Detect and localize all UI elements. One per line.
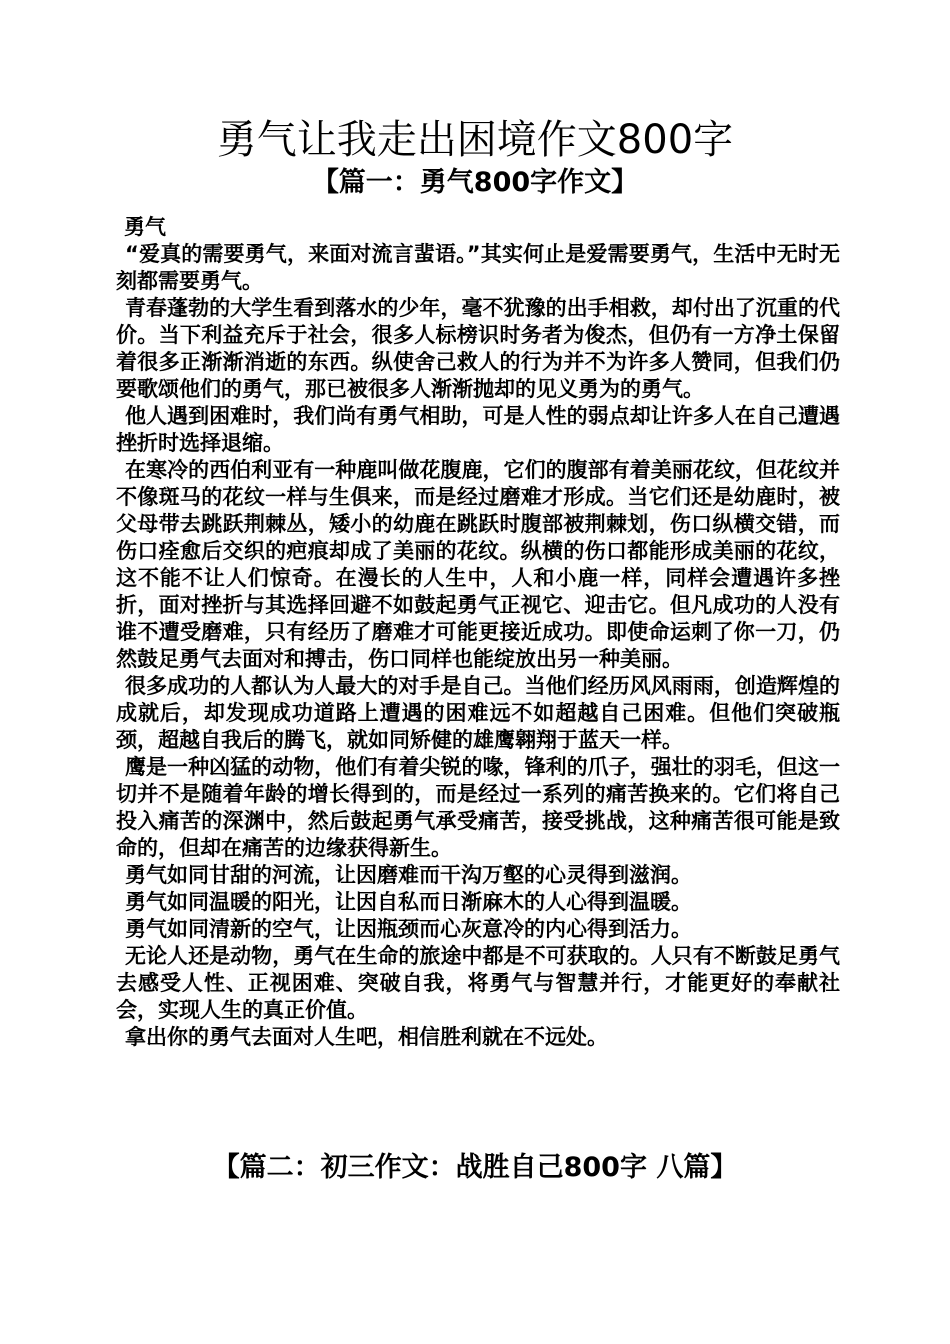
section-heading-1: 【篇一：勇气800字作文】 <box>311 167 639 198</box>
paragraph: “爱真的需要勇气，来面对流言蜚语。”其实何止是爱需要勇气，生活中无时无刻都需要勇气。 <box>116 242 840 293</box>
document-title: 勇气让我走出困境作文800字 <box>216 117 734 163</box>
paragraph: 勇气如同甘甜的河流，让因磨难而干沟万壑的心灵得到滋润。 <box>125 863 692 887</box>
paragraph: 很多成功的人都认为人最大的对手是自己。当他们经历风风雨雨，创造辉煌的成就后，却发现成功道路上遭遇的困难远不如超越自己困难。但他们突破瓶颈，超越自我后的腾飞，就如同矫健的雄鹰翱翔于蓝天一样。 <box>116 674 840 752</box>
paragraph: 青春蓬勃的大学生看到落水的少年，毫不犹豫的出手相救，却付出了沉重的代价。当下利益充斥于社会，很多人标榜识时务者为俊杰，但仍有一方净土保留着很多正渐渐消逝的东西。纵使舍己救人的行为并不为许多人赞同，但我们仍要歌颂他们的勇气，那已被很多人渐渐抛却的见义勇为的勇气。 <box>116 296 840 401</box>
article-title: 勇气 <box>124 215 166 239</box>
paragraph: 他人遇到困难时，我们尚有勇气相助，可是人性的弱点却让许多人在自己遭遇挫折时选择退缩。 <box>116 404 840 455</box>
paragraph: 拿出你的勇气去面对人生吧，相信胜利就在不远处。 <box>125 1025 608 1049</box>
paragraph: 在寒冷的西伯利亚有一种鹿叫做花腹鹿，它们的腹部有着美丽花纹，但花纹并不像斑马的花纹一样与生俱来，而是经过磨难才形成。当它们还是幼鹿时，被父母带去跳跃荆棘丛，矮小的幼鹿在跳跃时腹部被荆棘划，伤口纵横交错，而伤口痊愈后交织的疤痕却成了美丽的花纹。纵横的伤口都能形成美丽的花纹，这不能不让人们惊奇。在漫长的人生中，人和小鹿一样，同样会遭遇许多挫折，面对挫折与其选择回避不如鼓起勇气正视它、迎击它。但凡成功的人没有谁不遭受磨难，只有经历了磨难才可能更接近成功。即使命运刺了你一刀，仍然鼓足勇气去面对和搏击，伤口同样也能绽放出另一种美丽。 <box>116 458 840 671</box>
article-body <box>116 214 840 1051</box>
paragraph: 勇气如同清新的空气，让因瓶颈而心灰意冷的内心得到活力。 <box>125 917 692 941</box>
section-heading-2: 【篇二：初三作文：战胜自己800字 八篇】 <box>212 1152 738 1183</box>
paragraph: 无论人还是动物，勇气在生命的旅途中都是不可获取的。人只有不断鼓足勇气去感受人性、正视困难、突破自我，将勇气与智慧并行，才能更好的奉献社会，实现人生的真正价值。 <box>116 944 840 1022</box>
paragraph: 鹰是一种凶猛的动物，他们有着尖锐的喙，锋利的爪子，强壮的羽毛，但这一切并不是随着年龄的增长得到的，而是经过一系列的痛苦换来的。它们将自己投入痛苦的深渊中，然后鼓起勇气承受痛苦，接受挑战，这种痛苦很可能是致命的，但却在痛苦的边缘获得新生。 <box>116 755 840 860</box>
paragraph: 勇气如同温暖的阳光，让因自私而日渐麻木的人心得到温暖。 <box>125 890 692 914</box>
